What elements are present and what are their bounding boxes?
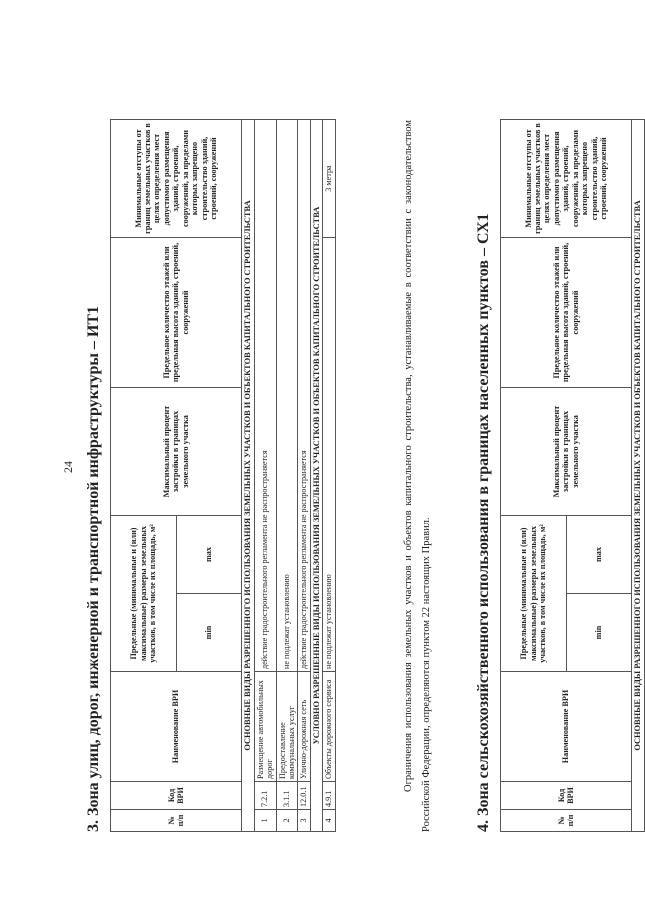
row-num: 1 [254, 810, 276, 832]
group-row-conditional [310, 120, 323, 832]
header-setback: Минимальные отступы от границ земельных участков в целях определения мест допустимого размещения зданий, строений, сооружений, за пределами которых запрещено строительство зданий, строений, сооружений [111, 120, 242, 238]
header-setback: Минимальные отступы от границ земельных участков в целях определения мест допустимого размещения зданий, строений, сооружений, за пределами которых запрещено строительство зданий, строений, сооружений [501, 120, 632, 238]
header-code: Код ВРИ [111, 782, 242, 810]
row-name: Объекты дорожного сервиса [323, 672, 335, 782]
rotated-page [55, 82, 642, 852]
header-floors: Предельное количество этажей или предельная высота зданий, строений, сооружений [501, 238, 632, 388]
header-row [111, 120, 177, 832]
group-row-main [242, 120, 255, 832]
row-name: Улично-дорожная сеть [298, 672, 310, 782]
row-code: 4.9.1 [323, 782, 335, 810]
table-row [276, 120, 298, 832]
row-setback: 3 метра [323, 120, 335, 238]
row-value: не подлежат установлению [276, 120, 298, 672]
row-code: 12.0.1 [298, 782, 310, 810]
regulation-table-it1 [110, 119, 336, 832]
group-main-label: ОСНОВНЫЕ ВИДЫ РАЗРЕШЕННОГО ИСПОЛЬЗОВАНИЯ ЗЕМЕЛЬНЫХ УЧАСТКОВ И ОБЪЕКТОВ КАПИТАЛЬНОГО СТРОИТЕЛЬСТВА [242, 120, 255, 832]
header-size: Предельные (минимальные и (или) максимальные) размеры земельных участков, в том числе их площадь, м² [111, 516, 177, 672]
row-value: действие градостроительного регламента не распространяется [254, 120, 276, 672]
header-max: max [177, 516, 242, 594]
section-title-sh1: 4. Зона сельскохозяйственного использования в границах населенных пунктов – СХ1 [475, 213, 492, 832]
regulation-table-sh1 [500, 119, 645, 832]
row-value: не подлежат установлению [323, 238, 335, 672]
row-num: 3 [298, 810, 310, 832]
header-size: Предельные (минимальные и (или) максимальные) размеры земельных участков, в том числе их площадь, м² [501, 516, 567, 672]
section-title-it1: 3. Зона улиц, дорог, инженерной и транспортной инфраструктуры – ИТ1 [85, 305, 102, 832]
header-num: № п/п [501, 810, 632, 832]
header-name: Наименование ВРИ [501, 672, 632, 782]
row-name: Размещение автомобильных дорог [254, 672, 276, 782]
row-num: 2 [276, 810, 298, 832]
restrictions-paragraph: Ограничения использования земельных участков и объектов капитального строительства, устанавливаемые в соответствии с законодательством Российской Федерации, определяются пунктом 22 настоящих Правил. [403, 120, 432, 832]
header-percent: Максимальный процент застройки в границах земельного участка [111, 388, 242, 516]
header-min: min [177, 594, 242, 672]
group-row-main [632, 120, 645, 832]
header-num: № п/п [111, 810, 242, 832]
row-name: Предоставление коммунальных услуг [276, 672, 298, 782]
group-conditional-label: УСЛОВНО РАЗРЕШЕННЫЕ ВИДЫ ИСПОЛЬЗОВАНИЯ ЗЕМЕЛЬНЫХ УЧАСТКОВ И ОБЪЕКТОВ КАПИТАЛЬНОГО СТРОИТЕЛЬСТВА [310, 120, 323, 832]
row-value: действие градостроительного регламента не распространяется [298, 120, 310, 672]
header-floors: Предельное количество этажей или предельная высота зданий, строений, сооружений [111, 238, 242, 388]
row-code: 7.2.1 [254, 782, 276, 810]
header-percent: Максимальный процент застройки в границах земельного участка [501, 388, 632, 516]
row-code: 3.1.1 [276, 782, 298, 810]
table-row [323, 120, 335, 832]
header-name: Наименование ВРИ [111, 672, 242, 782]
page-number: 24 [61, 461, 75, 473]
header-min: min [567, 594, 632, 672]
table-row [298, 120, 310, 832]
header-code: Код ВРИ [501, 782, 632, 810]
row-num: 4 [323, 810, 335, 832]
table-row [254, 120, 276, 832]
header-row [501, 120, 567, 832]
group-main-label: ОСНОВНЫЕ ВИДЫ РАЗРЕШЕННОГО ИСПОЛЬЗОВАНИЯ ЗЕМЕЛЬНЫХ УЧАСТКОВ И ОБЪЕКТОВ КАПИТАЛЬНОГО СТРОИТЕЛЬСТВА [632, 120, 645, 832]
header-max: max [567, 516, 632, 594]
